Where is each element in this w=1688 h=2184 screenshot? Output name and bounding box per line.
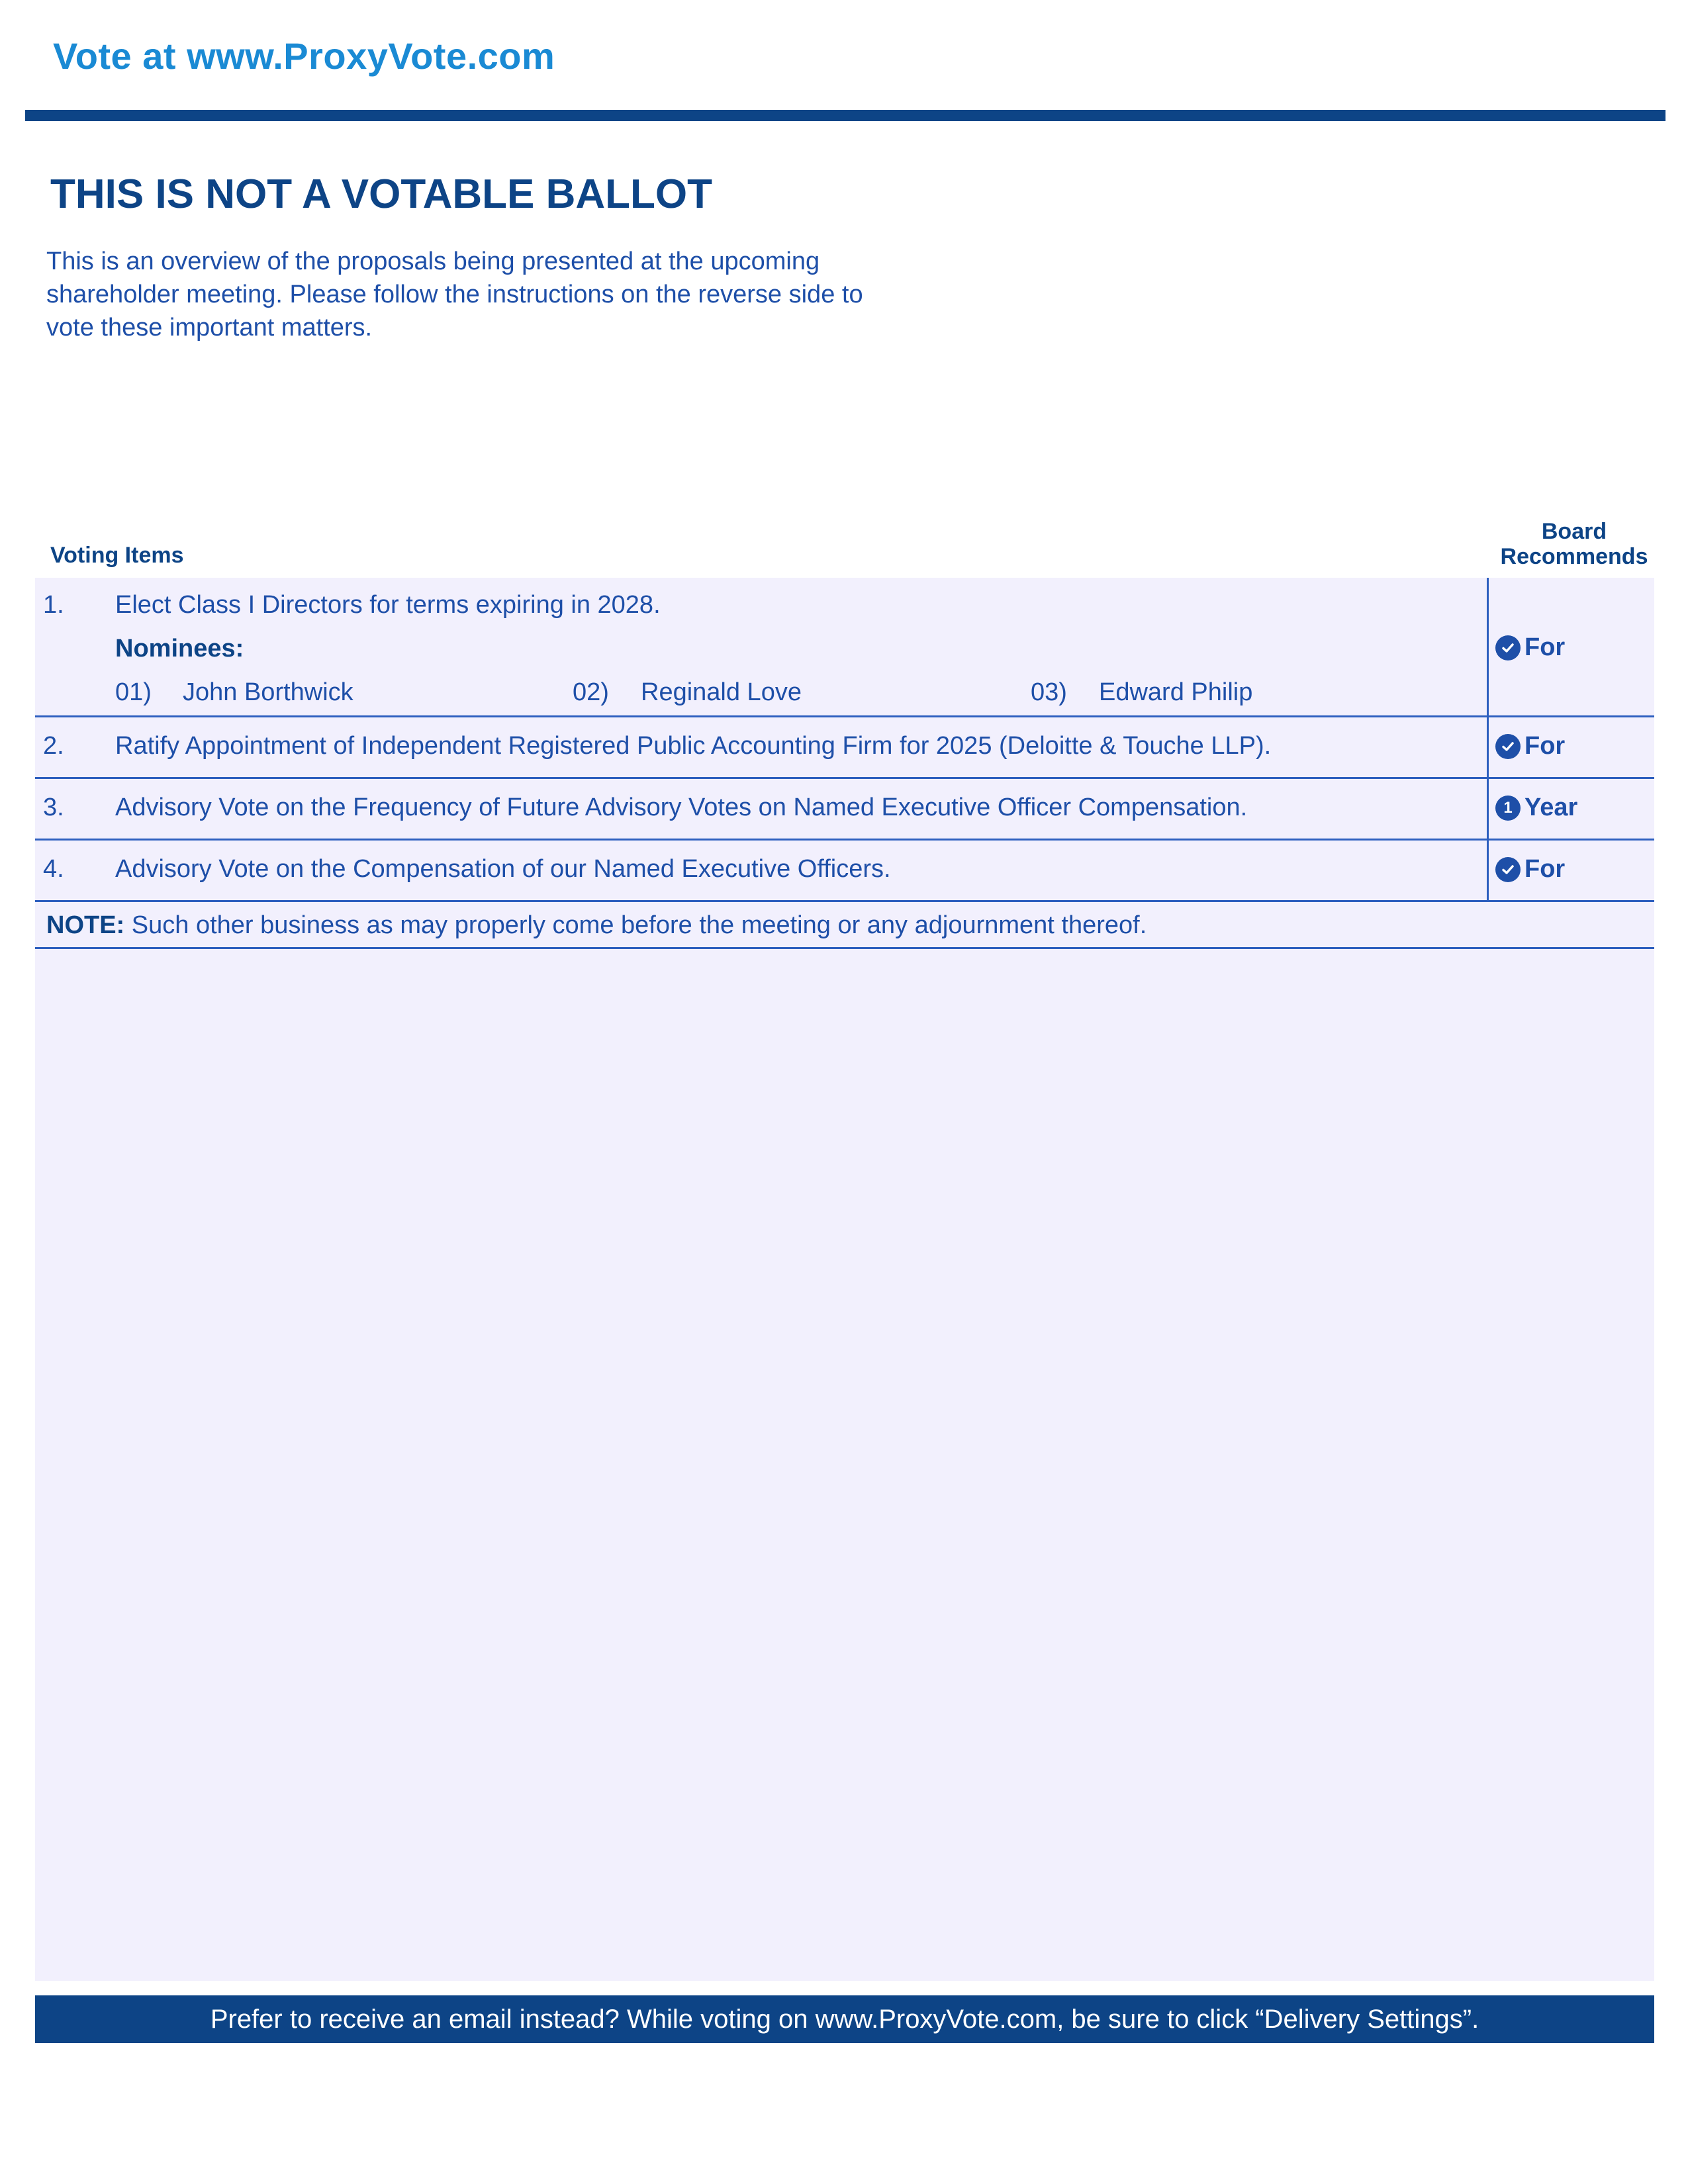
recommendation-value: For	[1524, 633, 1566, 661]
column-divider	[1487, 779, 1489, 839]
intro-text: This is an overview of the proposals being presented at the upcoming shareholder meeting. Please follow the instructions on the reverse side to vote these important matters.	[46, 248, 863, 341]
nominee-number: 02)	[573, 678, 609, 706]
board-recommends-label: Board	[1541, 519, 1607, 544]
recommendation-value: Year	[1524, 794, 1578, 821]
voting-item-row	[35, 779, 1654, 841]
nominee-name: Reginald Love	[641, 678, 802, 706]
check-circle-icon	[1495, 857, 1521, 882]
check-circle-icon	[1495, 635, 1521, 660]
page-title: THIS IS NOT A VOTABLE BALLOT	[50, 171, 712, 217]
column-divider	[1487, 841, 1489, 900]
item-text: Ratify Appointment of Independent Registered Public Accounting Firm for 2025 (Deloitte & Touche LLP).	[115, 732, 1272, 760]
nominees-label: Nominees:	[115, 635, 244, 662]
footer-text: Prefer to receive an email instead? While voting on www.ProxyVote.com, be sure to click “Delivery Settings”.	[210, 2004, 1479, 2034]
footer-banner	[35, 1995, 1654, 2043]
item-text: Advisory Vote on the Compensation of our Named Executive Officers.	[115, 855, 891, 883]
board-recommendation	[1495, 633, 1565, 662]
note-body: Such other business as may properly come before the meeting or any adjournment thereof.	[124, 911, 1147, 939]
item-number: 3.	[43, 794, 64, 821]
item-text: Advisory Vote on the Frequency of Future Advisory Votes on Named Executive Officer Compensation.	[115, 794, 1248, 821]
nominee-name: John Borthwick	[183, 678, 353, 706]
item-text: Elect Class I Directors for terms expiring in 2028.	[115, 591, 661, 619]
item-number: 1.	[43, 591, 64, 619]
board-recommends-header	[1483, 519, 1665, 569]
proxyvote-link[interactable]: Vote at www.ProxyVote.com	[53, 35, 555, 77]
recommendation-value: For	[1524, 732, 1566, 760]
note-row	[35, 902, 1654, 949]
board-recommendation	[1495, 794, 1577, 822]
nominee-name: Edward Philip	[1099, 678, 1253, 706]
nominee-number: 03)	[1031, 678, 1067, 706]
board-recommends-label-2: Recommends	[1500, 544, 1648, 569]
note-text	[46, 911, 1147, 940]
nominee-number: 01)	[115, 678, 152, 706]
check-circle-icon	[1495, 734, 1521, 759]
voting-items-header: Voting Items	[50, 543, 184, 568]
item-number: 2.	[43, 732, 64, 760]
voting-item-row	[35, 578, 1654, 717]
item-number: 4.	[43, 855, 64, 883]
board-recommendation	[1495, 855, 1565, 884]
voting-item-row	[35, 717, 1654, 779]
rec-icon-number: 1	[1503, 798, 1513, 817]
recommendation-value: For	[1524, 855, 1566, 883]
column-divider	[1487, 578, 1489, 715]
number-one-circle-icon	[1495, 796, 1521, 821]
board-recommendation	[1495, 732, 1565, 760]
voting-item-row	[35, 841, 1654, 902]
note-label: NOTE:	[46, 911, 125, 939]
column-divider	[1487, 717, 1489, 777]
header-divider	[25, 110, 1665, 121]
